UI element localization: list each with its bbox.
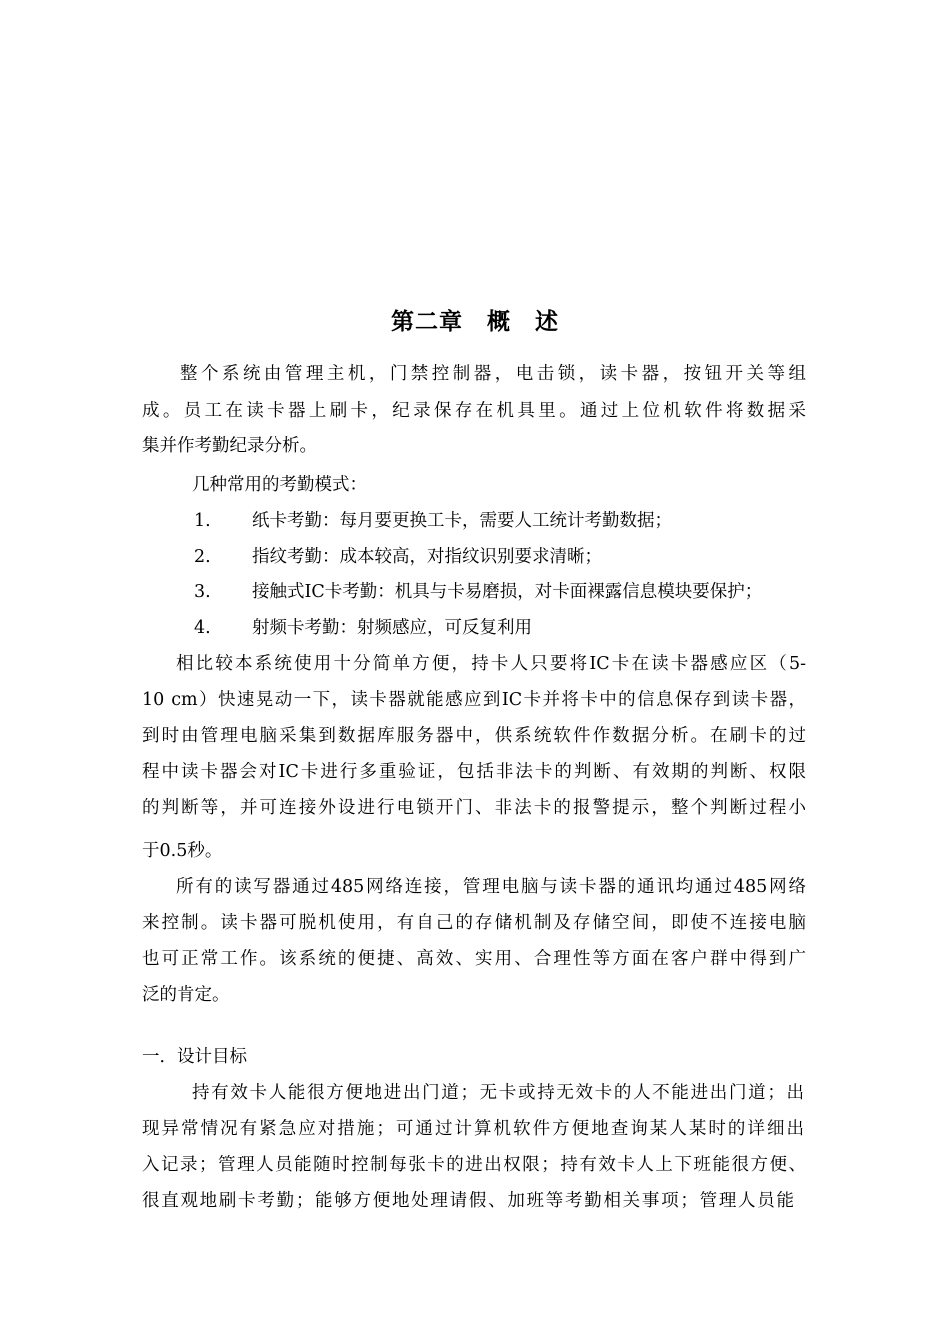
mode-item-4 <box>194 616 532 640</box>
para2-line-6: 于0.5秒。 <box>142 841 223 861</box>
mode-item-number: 4. <box>194 618 211 638</box>
mode-item-2 <box>194 545 602 569</box>
chapter-title: 第二章 概 述 <box>391 308 559 335</box>
para2-line-1: 相比较本系统使用十分简单方便，持卡人只要将IC卡在读卡器感应区（5- <box>176 654 806 674</box>
para2-line-2: 10 cm）快速晃动一下，读卡器就能感应到IC卡并将卡中的信息保存到读卡器， <box>142 690 806 710</box>
section-heading: 一．设计目标 <box>142 1047 247 1067</box>
section1-line-1: 持有效卡人能很方便地进出门道；无卡或持无效卡的人不能进出门道；出 <box>192 1083 804 1103</box>
para1-line-1: 整个系统由管理主机，门禁控制器，电击锁，读卡器，按钮开关等组 <box>180 364 806 384</box>
modes-intro: 几种常用的考勤模式： <box>192 475 367 495</box>
para1-line-2: 成。员工在读卡器上刷卡，纪录保存在机具里。通过上位机软件将数据采 <box>142 401 806 421</box>
para3-line-3: 也可正常工作。该系统的便捷、高效、实用、合理性等方面在客户群中得到广 <box>142 949 806 969</box>
section1-line-4: 很直观地刷卡考勤；能够方便地处理请假、加班等考勤相关事项；管理人员能 <box>142 1191 794 1211</box>
para3-line-4: 泛的肯定。 <box>142 985 230 1005</box>
mode-item-number: 2. <box>194 547 211 567</box>
mode-item-number: 3. <box>194 582 211 602</box>
mode-item-text: 接触式IC卡考勤：机具与卡易磨损，对卡面裸露信息模块要保护； <box>252 582 763 602</box>
para3-line-2: 来控制。读卡器可脱机使用，有自己的存储机制及存储空间，即使不连接电脑 <box>142 913 806 933</box>
section1-line-3: 入记录；管理人员能随时控制每张卡的进出权限；持有效卡人上下班能很方便、 <box>142 1155 806 1175</box>
mode-item-text: 射频卡考勤：射频感应，可反复利用 <box>252 618 532 638</box>
mode-item-1 <box>194 509 672 533</box>
mode-item-3 <box>194 580 762 604</box>
para2-line-5: 的判断等，并可连接外设进行电锁开门、非法卡的报警提示，整个判断过程小 <box>142 798 806 818</box>
para2-line-3: 到时由管理电脑采集到数据库服务器中，供系统软件作数据分析。在刷卡的过 <box>142 726 806 746</box>
section1-line-2: 现异常情况有紧急应对措施；可通过计算机软件方便地查询某人某时的详细出 <box>142 1119 804 1139</box>
para3-line-1: 所有的读写器通过485网络连接，管理电脑与读卡器的通讯均通过485网络 <box>176 877 806 897</box>
para2-line-4: 程中读卡器会对IC卡进行多重验证，包括非法卡的判断、有效期的判断、权限 <box>142 762 806 782</box>
para1-line-3: 集并作考勤纪录分析。 <box>142 436 317 456</box>
mode-item-text: 指纹考勤：成本较高，对指纹识别要求清晰； <box>252 547 602 567</box>
mode-item-number: 1. <box>194 511 211 531</box>
mode-item-text: 纸卡考勤：每月要更换工卡，需要人工统计考勤数据； <box>252 511 672 531</box>
